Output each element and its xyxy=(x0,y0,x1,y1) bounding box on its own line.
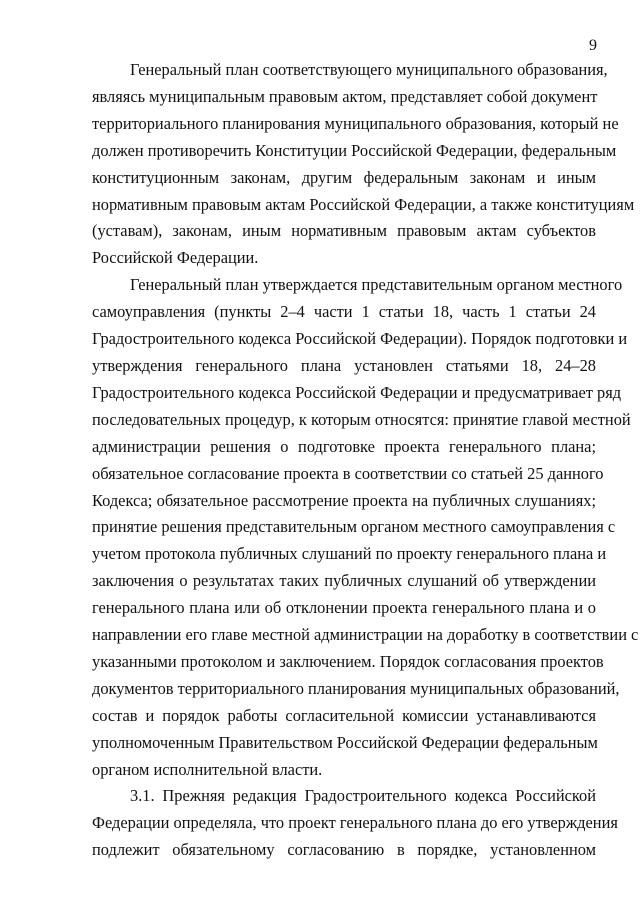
text-line: уполномоченным Правительством Российской Федерации федеральным xyxy=(92,732,598,752)
page-number: 9 xyxy=(589,37,597,54)
text-line: являясь муниципальным правовым актом, представляет собой документ xyxy=(92,86,598,106)
text-line: самоуправления (пункты 2–4 части 1 статьи 18, часть 1 статьи 24 xyxy=(92,302,596,322)
paragraph-general-plan-legal-status xyxy=(92,57,635,272)
text-line: 3.1. Прежняя редакция Градостроительного кодекса Российской xyxy=(130,786,596,806)
text-line: Генеральный план соответствующего муниципального образования, xyxy=(130,60,608,79)
text-line: администрации решения о подготовке проекта генерального плана; xyxy=(92,436,596,456)
text-line: Федерации определяла, что проект генерального плана до его утверждения xyxy=(92,813,618,833)
text-line: органом исполнительной власти. xyxy=(92,759,323,779)
text-line: принятие решения представительным органом местного самоуправления с xyxy=(92,517,616,537)
text-line: Градостроительного кодекса Российской Федерации). Порядок подготовки и xyxy=(92,329,628,349)
text-line: генерального плана или об отклонении проекта генерального плана и о xyxy=(92,598,596,618)
text-line: последовательных процедур, к которым относятся: принятие главой местной xyxy=(92,409,631,429)
text-line: обязательное согласование проекта в соответствии со статьей 25 данного xyxy=(92,463,604,483)
text-line: направлении его главе местной администрации на доработку в соответствии с xyxy=(92,625,639,645)
text-line: Градостроительного кодекса Российской Федерации и предусматривает ряд xyxy=(92,382,622,402)
text-line: нормативным правовым актам Российской Федерации, а также конституциям xyxy=(92,194,635,214)
text-line: (уставам), законам, иным нормативным правовым актам субъектов xyxy=(92,221,596,241)
text-line: конституционным законам, другим федеральным законам и иным xyxy=(92,167,596,187)
text-line: документов территориального планирования муниципальных образований, xyxy=(92,678,620,698)
text-line: Генеральный план утверждается представительным органом местного xyxy=(130,275,623,295)
text-line: территориального планирования муниципального образования, который не xyxy=(92,113,619,133)
paragraph-previous-code-edition xyxy=(92,783,618,864)
text-line: подлежит обязательному согласованию в порядке, установленном xyxy=(92,840,596,860)
text-line: заключения о результатах таких публичных слушаний об утверждении xyxy=(92,571,596,591)
document-body xyxy=(92,57,639,864)
text-line: учетом протокола публичных слушаний по проекту генерального плана и xyxy=(92,544,607,564)
text-line: должен противоречить Конституции Российской Федерации, федеральным xyxy=(92,140,617,160)
text-line: указанными протоколом и заключением. Порядок согласования проектов xyxy=(92,651,604,671)
paragraph-approval-procedure xyxy=(92,272,639,783)
text-line: Российской Федерации. xyxy=(92,248,259,268)
text-line: состав и порядок работы согласительной комиссии устанавливаются xyxy=(92,705,596,725)
text-line: утверждения генерального плана установлен статьями 18, 24–28 xyxy=(92,355,596,375)
text-line: Кодекса; обязательное рассмотрение проекта на публичных слушаниях; xyxy=(92,490,596,510)
